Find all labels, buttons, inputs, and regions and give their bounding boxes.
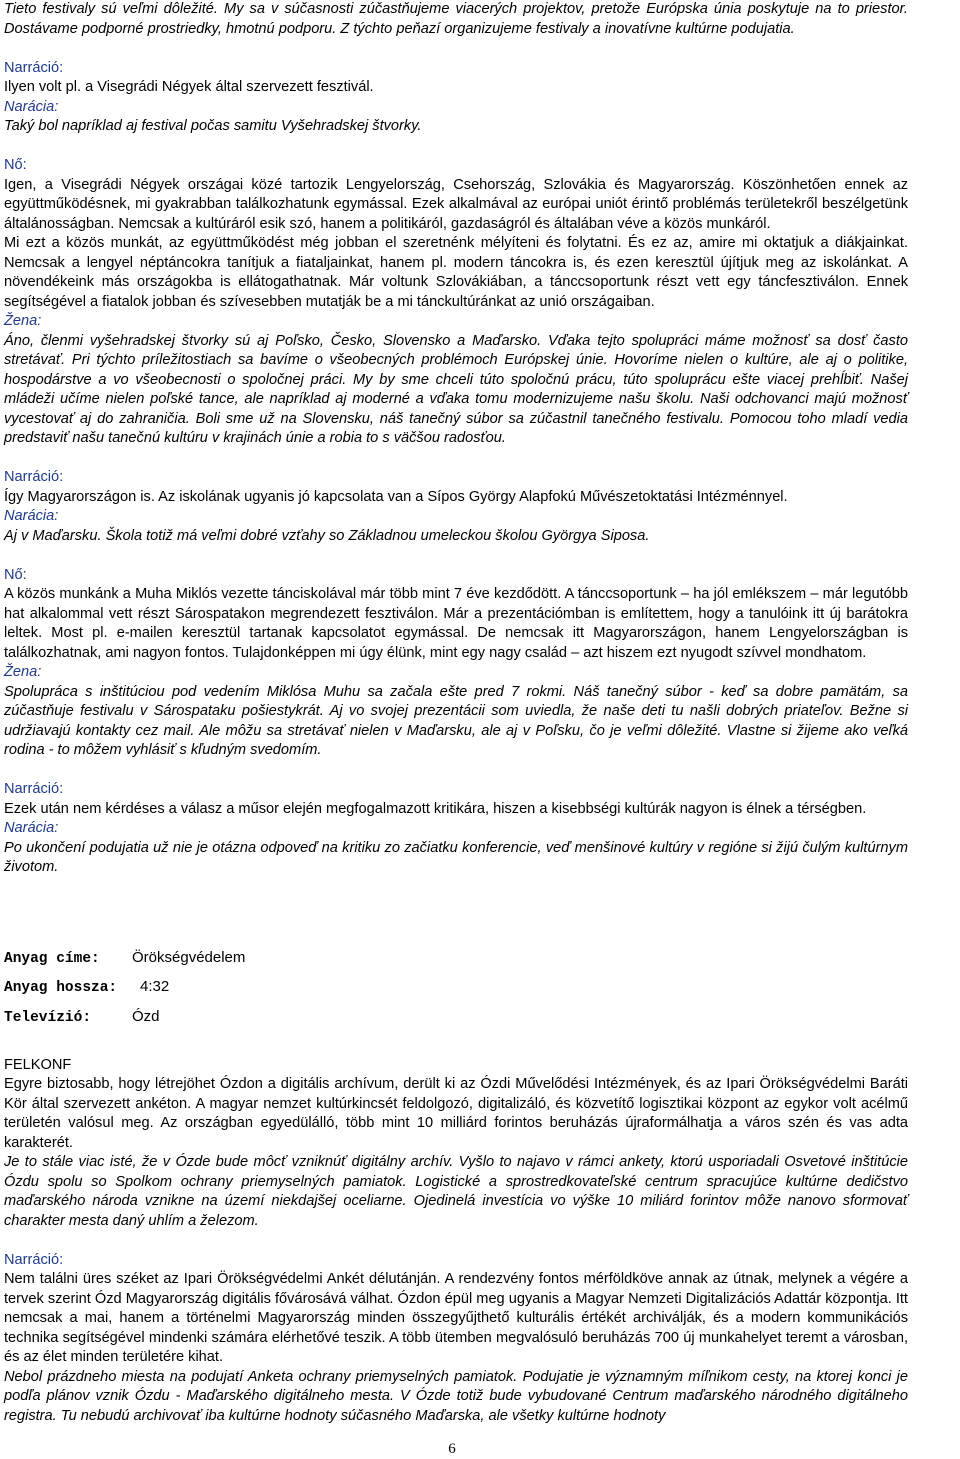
- material-length-value: 4:32: [140, 978, 170, 995]
- paragraph-hu: Igen, a Visegrádi Négyek országai közé tartozik Lengyelország, Csehország, Szlovákia és Magyarország. Köszönhetően ennek az együttműködésnek, mi gyakrabban találkozhatunk egymással. Ezek alkalmával az európai uniót érintő problémás területekről beszélgetünk általánosságban. Nemcsak a kultúráról esik szó, hanem a politikáról, gazdaságról és általában véve a közös munkáról.: [4, 176, 908, 232]
- material-length-key: Anyag hossza:: [4, 980, 118, 996]
- paragraph-sk: Taký bol napríklad aj festival počas samitu Vyšehradskej štvorky.: [4, 118, 422, 134]
- speaker-label-hu: Narráció:: [4, 469, 64, 485]
- paragraph-hu: Ilyen volt pl. a Visegrádi Négyek által szervezett fesztivál.: [4, 79, 374, 95]
- speaker-label-hu: Narráció:: [4, 781, 64, 797]
- material-title-row: [4, 948, 908, 978]
- paragraph-hu: Egyre biztosabb, hogy létrejöhet Ózdon a digitális archívum, derült ki az Ózdi Művelődési Intézmények, és az Ipari Örökségvédelmi Baráti Kör által szervezett ankéton. A magyar nemzet kultúrkincsét feldolgozó, digitalizáló, és közvetítő logisztikai központ az egykor volt acélmű területén valósul meg. Az országban egyedülálló, több mint 10 milliárd forintos beruházás újraformálhatja a város szén és vas adta karakterét.: [4, 1076, 908, 1151]
- material-title-value: Örökségvédelem: [132, 948, 246, 966]
- page-number: 6: [448, 1441, 456, 1457]
- speaker-label-sk: Narácia:: [4, 820, 59, 836]
- paragraph-hu: Ezek után nem kérdéses a válasz a műsor elején megfogalmazott kritikára, hiszen a kisebbségi kultúrák nagyon is élnek a térségben.: [4, 800, 867, 817]
- material-length-row: [4, 977, 908, 1007]
- paragraph-sk: Áno, členmi vyšehradskej štvorky sú aj Poľsko, Česko, Slovensko a Maďarsko. Vďaka tejto spolupráci máme možnosť sa dosť často stretávať. Pri týchto príležitostiach sa bavíme o všeobecných problémoch Európskej únie. Hovoríme nielen o kultúre, ale aj o politike, hospodárstve a vo všeobecnosti o spoločnej práci. My by sme chceli túto spoločnú prácu, túto spoluprácu ešte viacej prehĺbiť. Našej mládeži učíme nielen poľské tance, ale napríklad aj moderné a vďaka tomu modernizujeme našu školu. Naši odchovanci majú možnosť vycestovať aj do zahraničia. Boli sme už na Slovensku, náš tanečný súbor sa zúčastnil tanečného festivalu. Pomocou toho mladí vedia predstaviť našu tanečnú kultúru v krajinách únie a robia to s väčšou radosťou.: [4, 332, 908, 446]
- speaker-label-sk: Žena:: [4, 664, 42, 680]
- document-page: [4, 0, 908, 1426]
- speaker-label-hu: Narráció:: [4, 59, 64, 76]
- material-tv-key: Televízió:: [4, 1009, 92, 1026]
- speaker-label-hu: Nő:: [4, 566, 27, 583]
- material-tv-value: Ózd: [132, 1007, 160, 1025]
- paragraph-sk: Je to stále viac isté, že v Ózde bude môcť vzniknúť digitálny archív. Vyšlo to najavo v rámci ankety, ktorú usporiadali Osvetové inštitúcie Ózdu spolu so Spolkom ochrany priemyselných pamiatok. Logistické a sprostredkovateľské centrum spracujúce kultúrne dedičstvo maďarského národa vznikne na území niekdajšej oceliarne. Ojedinelá investícia vo výške 10 miliárd forintov môže nanovo sformovať charakter mesta daný uhlím a železom.: [4, 1154, 908, 1229]
- paragraph-sk: Spolupráca s inštitúciou pod vedením Miklósa Muhu sa začala ešte pred 7 rokmi. Náš tanečný súbor - keď sa dobre pamätám, sa zúčastňuje festivalu v Sárospataku pošiestykrát. Aj vo svojej prezentácii som uviedla, že naše deti tu našli dobrých priateľov. Bežne si udržiavajú kontakty cez mail. Ale môžu sa stretávať nielen v Maďarsku, ale aj v Poľsku, čo je veľmi dôležité. Vlastne si žijeme ako veľká rodina - to môžem vyhlásiť s kľudným svedomím.: [4, 683, 908, 758]
- speaker-label-sk: Narácia:: [4, 98, 59, 115]
- material-tv-row: [4, 1007, 908, 1037]
- paragraph-sk: Aj v Maďarsku. Škola totiž má veľmi dobré vzťahy so Základnou umeleckou školou Györgya Siposa.: [4, 527, 650, 544]
- paragraph-hu: A közös munkánk a Muha Miklós vezette tánciskolával már több mint 7 éve kezdődött. A tánccsoportunk – ha jól emlékszem – már legutóbb hat alkalommal vett részt Sárospatakon megrendezett fesztiválon. Már a prezentációmban is említettem, hogy a tanulóink itt új barátokra leltek. Most pl. e-mailen keresztül tartanak kapcsolatot egymással. De nemcsak itt Magyarországon, hanem Lengyelországban is találkozhatnak, ami nagyon fontos. Tulajdonképpen mi úgy élünk, mint egy nagy család – azt hiszem ezt nyugodt szívvel mondhatom.: [4, 586, 908, 661]
- speaker-label-sk: Žena:: [4, 313, 42, 329]
- speaker-label-sk: Narácia:: [4, 508, 59, 524]
- paragraph-sk: Po ukončení podujatia už nie je otázna odpoveď na kritiku zo začiatku konferencie, veď menšinové kultúry v regióne si žijú čulým kultúrnym životom.: [4, 839, 908, 875]
- speaker-label-hu: Nő:: [4, 157, 27, 173]
- section-label: FELKONF: [4, 1056, 72, 1073]
- intro-paragraph-sk: Tieto festivaly sú veľmi dôležité. My sa v súčasnosti zúčastňujeme viacerých projektov, pretože Európska únia poskytuje na to priestor. Dostávame podporné prostriedky, hmotnú podporu. Z týchto peňazí organizujeme festivaly a inovatívne kultúrne podujatia.: [4, 1, 908, 37]
- material-title-key: Anyag címe:: [4, 950, 100, 967]
- material-metadata: [4, 948, 908, 1037]
- paragraph-hu: Így Magyarországon is. Az iskolának ugyanis jó kapcsolata van a Sípos György Alapfokú Művészetoktatási Intézménnyel.: [4, 488, 788, 505]
- paragraph-hu: Nem találni üres széket az Ipari Örökségvédelmi Ankét délutánján. A rendezvény fontos mérföldköve annak az útnak, melynek a végére a tervek szerint Ózd Magyarország digitális fővárosává válhat. Ózdon épül meg ugyanis a Magyar Nemzeti Digitalizációs Adattár központja. Itt nemcsak a mai, hanem a történelmi Magyarország minden összegyűjthető kulturális értékét archiválják, és a modern kommunikációs technika segítségével mindenki számára elérhetővé teszik. A több ütemben megvalósuló beruházás 700 új munkahelyet teremt a városban, és az élet minden területére kihat.: [4, 1271, 908, 1365]
- paragraph-sk: Nebol prázdneho miesta na podujatí Anketa ochrany priemyselných pamiatok. Podujatie je významným míľnikom cesty, na ktorej konci je podľa plánov vznik Ózdu - Maďarského digitálneho mesta. V Ózde totiž bude vybudované Centrum maďarského národného digitálneho registra. Tu nebudú archivovať iba kultúrne hodnoty súčasného Maďarska, ale všetky kultúrne hodnoty: [4, 1368, 908, 1424]
- paragraph-hu: Mi ezt a közös munkát, az együttműködést még jobban el szeretnénk mélyíteni és folytatni. És ez az, amire mi oktatjuk a diákjainkat. Nemcsak a lengyel néptáncokra tanítjuk a fiataljainkat, hanem pl. modern táncokra is, és ezen keresztül újítjuk meg az iskolánkat. A növendékeink más országokba is ellátogathatnak. Már voltunk Szlovákiában, a tánccsoportunk részt vett egy táncfesztiválon. Ennek segítségével a fiatalok jobban és szívesebben mutatják be a mi tánckultúránkat az unió országaiban.: [4, 235, 908, 310]
- speaker-label-hu: Narráció:: [4, 1251, 64, 1268]
